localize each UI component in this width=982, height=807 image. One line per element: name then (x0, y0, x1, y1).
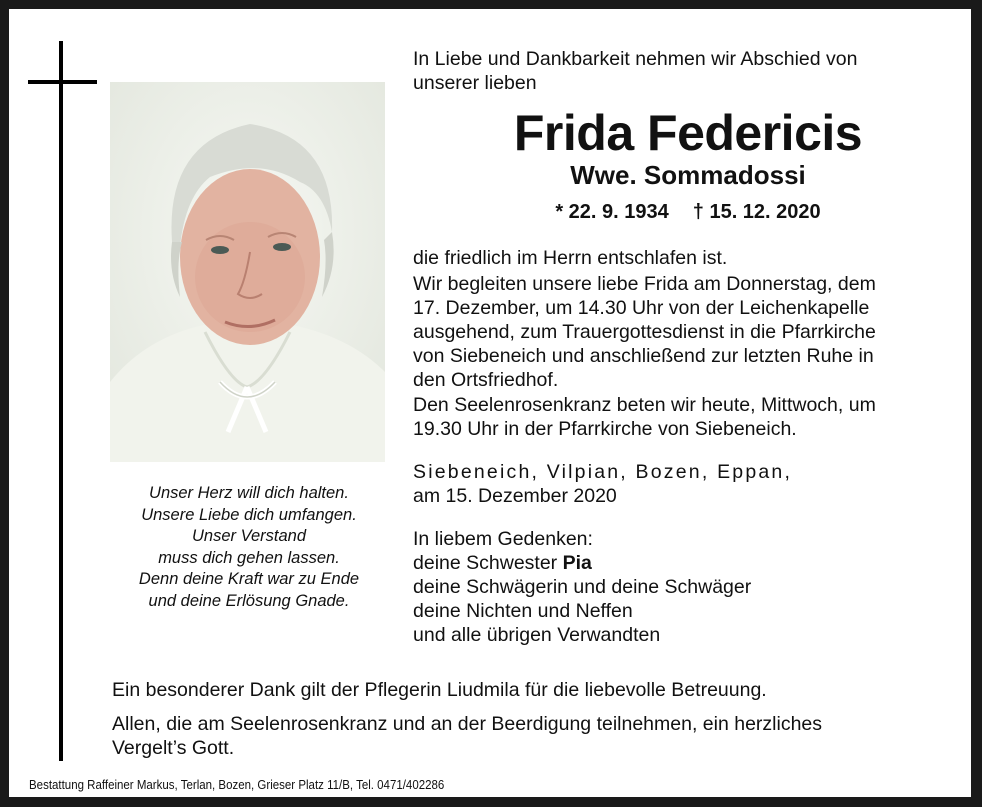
intro-line: In Liebe und Dankbarkeit nehmen wir Abschied von (413, 48, 858, 70)
deceased-name: Frida Federicis (513, 105, 863, 161)
rosary-line: Den Seelenrosenkranz beten wir heute, Mittwoch, um (413, 394, 876, 416)
poem-line: und deine Erlösung Gnade. (148, 591, 350, 610)
mourner-line: deine Schwägerin und deine Schwäger (413, 576, 752, 598)
poem-line: Unsere Liebe dich umfangen. (141, 505, 357, 524)
poem-line: Unser Verstand (191, 527, 307, 545)
passing-text (413, 246, 965, 270)
life-dates (413, 199, 963, 225)
cross-icon-vertical (59, 41, 63, 761)
funeral-line: ausgehend, zum Trauergottesdienst in die Pfarrkirche (413, 321, 876, 343)
poem (109, 483, 389, 612)
poem-line: Unser Herz will dich halten. (149, 484, 349, 502)
closing-text (112, 712, 972, 760)
mourner-line: deine Nichten und Neffen (413, 600, 633, 622)
place-line: Siebeneich, Vilpian, Bozen, Eppan, (413, 461, 793, 483)
passing-line: die friedlich im Herrn entschlafen ist. (413, 247, 728, 269)
funeral-line: den Ortsfriedhof. (413, 369, 559, 391)
birth-date: * 22. 9. 1934 (555, 201, 669, 223)
mourner-line: und alle übrigen Verwandten (413, 624, 661, 646)
funeral-line: Wir begleiten unsere liebe Frida am Donnerstag, dem (413, 273, 876, 295)
thanks-text (112, 678, 972, 702)
intro-text (413, 47, 963, 95)
thanks-line: Ein besonderer Dank gilt der Pflegerin Liudmila für die liebevolle Betreuung. (112, 679, 767, 701)
rosary-line: 19.30 Uhr in der Pfarrkirche von Siebeneich. (413, 418, 797, 440)
funeral-details (413, 272, 965, 392)
intro-line: unserer lieben (413, 72, 537, 94)
mourner-sister: deine Schwester Pia (413, 552, 592, 574)
funeral-line: von Siebeneich und anschließend zur letzten Ruhe in (413, 345, 874, 367)
rosary-details (413, 393, 965, 441)
widow-name: Wwe. Sommadossi (570, 160, 806, 190)
portrait-photo (110, 82, 385, 462)
mourners-list (413, 527, 965, 647)
death-date: † 15. 12. 2020 (692, 201, 821, 223)
poem-line: muss dich gehen lassen. (158, 548, 340, 567)
sister-name: Pia (562, 552, 592, 574)
place-and-date (413, 460, 965, 508)
closing-line: Vergelt’s Gott. (112, 737, 235, 759)
funeral-home-footer: Bestattung Raffeiner Markus, Terlan, Bozen, Grieser Platz 11/B, Tel. 0471/402286 (29, 778, 445, 792)
poem-line: Denn deine Kraft war zu Ende (138, 570, 360, 588)
obituary-card (9, 9, 971, 797)
mourners-heading: In liebem Gedenken: (413, 528, 593, 550)
funeral-line: 17. Dezember, um 14.30 Uhr von der Leichenkapelle (413, 297, 870, 319)
cross-icon-horizontal (28, 80, 97, 84)
closing-line: Allen, die am Seelenrosenkranz und an der Beerdigung teilnehmen, ein herzliches (112, 713, 823, 735)
date-line: am 15. Dezember 2020 (413, 485, 617, 507)
